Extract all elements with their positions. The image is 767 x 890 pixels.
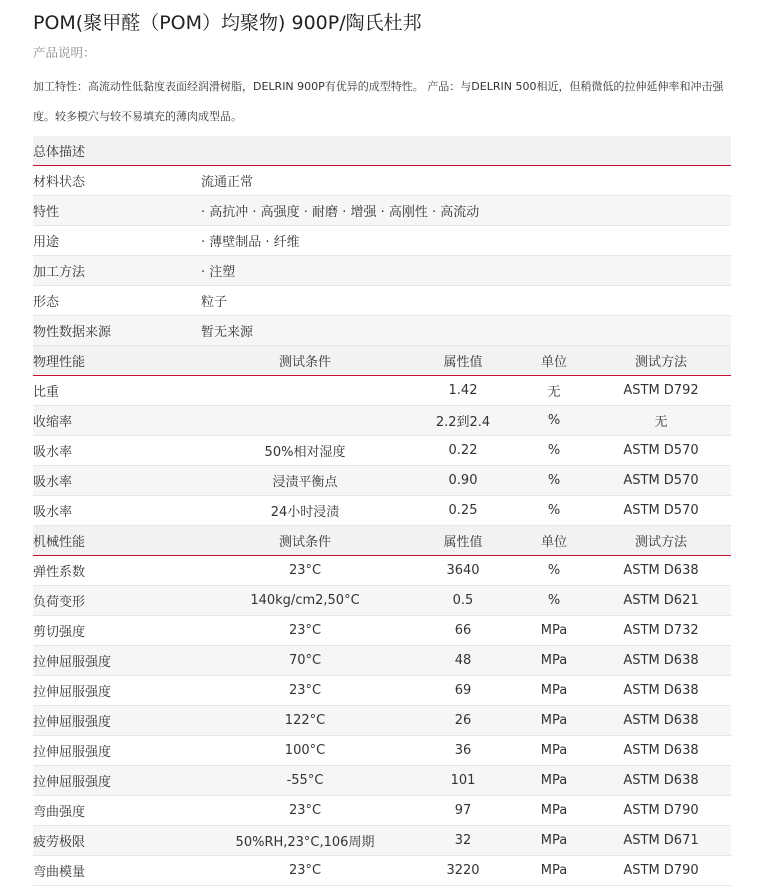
- unit: MPa: [540, 623, 568, 638]
- property-name: 弯曲强度: [33, 805, 86, 820]
- property-value: 流通正常: [201, 175, 254, 190]
- unit: MPa: [540, 713, 568, 728]
- mechanical-heading: 机械性能: [33, 535, 86, 550]
- unit: %: [547, 473, 561, 488]
- test-condition: -55°C: [286, 773, 324, 788]
- property-name: 拉伸屈服强度: [33, 685, 112, 700]
- table-row: [33, 646, 731, 676]
- property-value: 暂无来源: [201, 325, 254, 340]
- table-row: [33, 226, 731, 256]
- property-value: 48: [454, 653, 472, 668]
- test-condition: 23°C: [288, 803, 322, 818]
- general-heading: 总体描述: [33, 145, 86, 160]
- test-method: ASTM D638: [623, 773, 699, 788]
- mechanical-rows: [33, 556, 731, 886]
- property-name: 弯曲模量: [33, 865, 86, 880]
- col-condition: 测试条件: [278, 355, 331, 370]
- test-condition: 23°C: [288, 863, 322, 878]
- table-row: [33, 766, 731, 796]
- test-method: ASTM D790: [623, 863, 699, 878]
- unit: %: [547, 593, 561, 608]
- property-value: 0.5: [452, 593, 474, 608]
- property-value: · 注塑: [201, 265, 236, 280]
- unit: MPa: [540, 653, 568, 668]
- property-name: 收缩率: [33, 415, 73, 430]
- col-value: 属性值: [443, 355, 483, 370]
- property-name: 物性数据来源: [33, 325, 112, 340]
- table-row: [33, 706, 731, 736]
- description-label: 产品说明：: [33, 45, 96, 60]
- table-row: [33, 736, 731, 766]
- property-value: 粒子: [201, 295, 228, 310]
- table-row: [33, 496, 731, 526]
- unit: %: [547, 413, 561, 428]
- property-value: 1.42: [448, 383, 478, 398]
- page-title: POM(聚甲醛（POM）均聚物) 900P/陶氏杜邦: [33, 12, 422, 34]
- test-method: ASTM D621: [623, 593, 699, 608]
- property-name: 特性: [33, 205, 60, 220]
- table-row: [33, 256, 731, 286]
- property-name: 剪切强度: [33, 625, 86, 640]
- physical-header: [33, 346, 731, 376]
- unit: MPa: [540, 743, 568, 758]
- property-name: 形态: [33, 295, 60, 310]
- property-value: 97: [454, 803, 472, 818]
- property-value: 32: [454, 833, 472, 848]
- unit: MPa: [540, 803, 568, 818]
- property-value: 0.90: [448, 473, 478, 488]
- test-condition: 122°C: [284, 713, 326, 728]
- test-method: ASTM D638: [623, 713, 699, 728]
- property-name: 拉伸屈服强度: [33, 775, 112, 790]
- property-value: 3220: [446, 863, 480, 878]
- property-value: 69: [454, 683, 472, 698]
- col-method: 测试方法: [634, 535, 687, 550]
- table-row: [33, 286, 731, 316]
- test-method: 无: [654, 415, 668, 430]
- property-name: 拉伸屈服强度: [33, 745, 112, 760]
- table-row: [33, 676, 731, 706]
- test-method: ASTM D732: [623, 623, 699, 638]
- table-row: [33, 406, 731, 436]
- unit: %: [547, 503, 561, 518]
- property-name: 拉伸屈服强度: [33, 715, 112, 730]
- table-row: [33, 856, 731, 886]
- unit: %: [547, 443, 561, 458]
- test-condition: 浸渍平衡点: [272, 475, 338, 490]
- test-condition: 50%RH,23°C,106周期: [235, 835, 375, 850]
- property-name: 吸水率: [33, 475, 73, 490]
- property-value: · 高抗冲 · 高强度 · 耐磨 · 增强 · 高刚性 · 高流动: [201, 205, 480, 220]
- property-name: 吸水率: [33, 445, 73, 460]
- unit: %: [547, 563, 561, 578]
- property-value: 0.25: [448, 503, 478, 518]
- test-condition: 23°C: [288, 623, 322, 638]
- property-name: 吸水率: [33, 505, 73, 520]
- property-value: 101: [450, 773, 476, 788]
- property-name: 疲劳极限: [33, 835, 86, 850]
- test-method: ASTM D790: [623, 803, 699, 818]
- test-condition: 23°C: [288, 563, 322, 578]
- table-row: [33, 466, 731, 496]
- test-condition: 70°C: [288, 653, 322, 668]
- property-value: 0.22: [448, 443, 478, 458]
- general-header: [33, 136, 731, 166]
- property-name: 比重: [33, 385, 60, 400]
- test-method: ASTM D671: [623, 833, 699, 848]
- test-condition: 50%相对湿度: [264, 445, 346, 460]
- table-row: [33, 376, 731, 406]
- property-table: [33, 136, 731, 886]
- test-method: ASTM D570: [623, 443, 699, 458]
- property-value: 36: [454, 743, 472, 758]
- property-name: 用途: [33, 235, 60, 250]
- col-value: 属性值: [443, 535, 483, 550]
- unit: MPa: [540, 863, 568, 878]
- property-name: 拉伸屈服强度: [33, 655, 112, 670]
- description-text: 加工特性：高流动性低黏度表面经润滑树脂，DELRIN 900P有优异的成型特性。 产品：与DELRIN 500相近，但稍微低的拉伸延伸率和冲击强度。较多模穴与较不易填充的薄肉成型品。: [33, 80, 724, 123]
- property-value: 66: [454, 623, 472, 638]
- test-condition: 24小时浸渍: [270, 505, 340, 520]
- table-row: [33, 436, 731, 466]
- test-method: ASTM D638: [623, 653, 699, 668]
- general-rows: [33, 166, 731, 346]
- col-method: 测试方法: [634, 355, 687, 370]
- unit: MPa: [540, 773, 568, 788]
- test-condition: 23°C: [288, 683, 322, 698]
- col-unit: 单位: [540, 355, 567, 370]
- test-method: ASTM D638: [623, 563, 699, 578]
- table-row: [33, 316, 731, 346]
- table-row: [33, 796, 731, 826]
- col-condition: 测试条件: [278, 535, 331, 550]
- test-method: ASTM D638: [623, 683, 699, 698]
- property-value: 3640: [446, 563, 480, 578]
- test-method: ASTM D570: [623, 503, 699, 518]
- test-method: ASTM D792: [623, 383, 699, 398]
- property-name: 加工方法: [33, 265, 86, 280]
- test-method: ASTM D570: [623, 473, 699, 488]
- mechanical-header: [33, 526, 731, 556]
- table-row: [33, 826, 731, 856]
- physical-rows: [33, 376, 731, 526]
- table-row: [33, 196, 731, 226]
- property-value: 2.2到2.4: [435, 415, 491, 430]
- unit: 无: [547, 385, 561, 400]
- unit: MPa: [540, 683, 568, 698]
- unit: MPa: [540, 833, 568, 848]
- property-value: · 薄壁制品 · 纤维: [201, 235, 300, 250]
- test-method: ASTM D638: [623, 743, 699, 758]
- property-name: 弹性系数: [33, 565, 86, 580]
- test-condition: 100°C: [284, 743, 326, 758]
- col-unit: 单位: [540, 535, 567, 550]
- table-row: [33, 616, 731, 646]
- property-name: 材料状态: [33, 175, 86, 190]
- table-row: [33, 556, 731, 586]
- property-name: 负荷变形: [33, 595, 86, 610]
- table-row: [33, 166, 731, 196]
- physical-heading: 物理性能: [33, 355, 86, 370]
- property-value: 26: [454, 713, 472, 728]
- table-row: [33, 586, 731, 616]
- test-condition: 140kg/cm2,50°C: [250, 593, 360, 608]
